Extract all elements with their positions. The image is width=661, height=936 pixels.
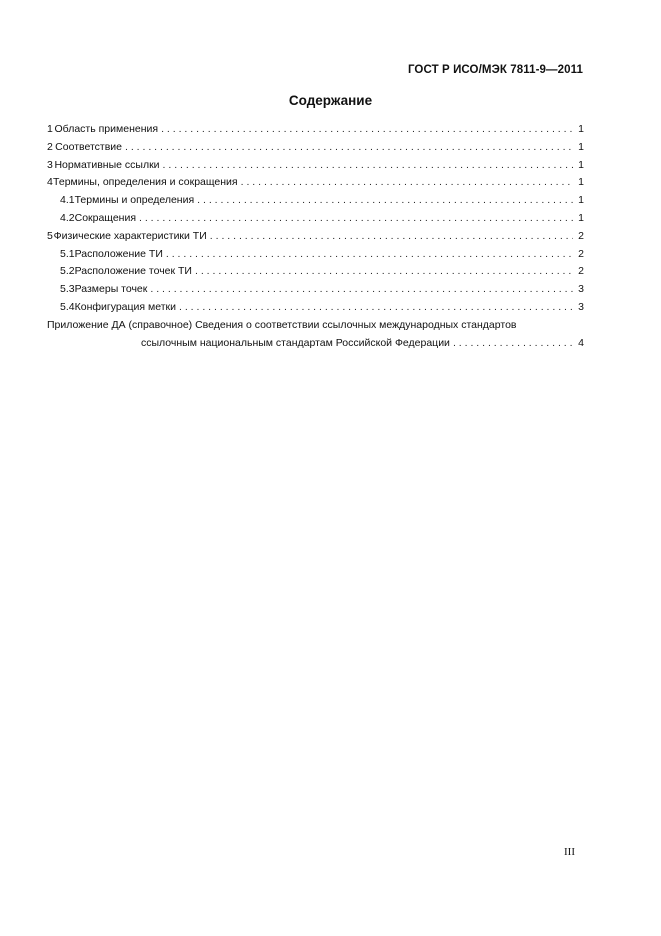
toc-entry-3[interactable] (47, 157, 584, 175)
appendix-title-line2-row (47, 335, 584, 353)
toc-entry-title: Физические характеристики ТИ (53, 229, 207, 242)
toc-entry-page: 1 (578, 211, 584, 224)
toc-dot-leader (125, 139, 573, 157)
toc-entry-4-2[interactable] (47, 210, 584, 228)
toc-entry-number: 5.3 (60, 283, 75, 296)
toc-entry-title: Термины и определения (74, 194, 195, 207)
toc-title: Содержание (288, 93, 373, 108)
page-number: III (564, 846, 575, 858)
toc-entry-title: Область применения (54, 123, 159, 135)
toc-entry-title: Размеры точек (74, 283, 148, 296)
toc-dot-leader (197, 192, 573, 210)
toc-entry-number: 5.2 (60, 265, 75, 278)
toc-entry-5-3[interactable] (47, 281, 584, 299)
toc-entry-page: 2 (578, 265, 584, 278)
toc-dot-leader (453, 335, 573, 353)
toc-entry-page: 4 (578, 336, 584, 349)
table-of-contents (47, 121, 584, 352)
toc-entry-page: 2 (578, 229, 584, 242)
toc-entry-title: Конфигурация метки (74, 300, 176, 313)
toc-entry-5-1[interactable] (47, 246, 584, 264)
toc-entry-title: Термины, определения и сокращения (53, 176, 238, 189)
appendix-title-line2: ссылочным национальным стандартам Российской Федерации (141, 336, 450, 349)
toc-entry-page: 3 (578, 300, 584, 313)
toc-entry-title: Нормативные ссылки (54, 158, 160, 171)
toc-entry-number: 5.1 (60, 247, 75, 260)
toc-dot-leader (163, 157, 573, 175)
toc-entry-page: 1 (578, 123, 584, 135)
appendix-title-line1: Приложение ДА (справочное) Сведения о соответствии ссылочных международных стандартов (47, 318, 517, 331)
toc-entry-5-2[interactable] (47, 263, 584, 281)
toc-entry-page: 1 (578, 158, 584, 171)
toc-entry-number: 5 (47, 229, 53, 242)
toc-entry-number: 3 (47, 158, 53, 171)
toc-entry-number: 1 (47, 123, 53, 135)
toc-dot-leader (195, 263, 573, 281)
toc-dot-leader (179, 299, 573, 317)
toc-entry-5-4[interactable] (47, 299, 584, 317)
toc-dot-leader (150, 281, 573, 299)
toc-entry-2[interactable] (47, 139, 584, 157)
toc-entry-number: 4.2 (60, 211, 75, 224)
toc-entry-title: Соответствие (55, 140, 122, 153)
toc-entry-number: 2 (47, 140, 53, 153)
toc-dot-leader (210, 228, 573, 246)
toc-entry-1[interactable] (47, 121, 584, 139)
toc-entry-title: Расположение ТИ (74, 247, 163, 260)
toc-entry-page: 3 (578, 283, 584, 296)
toc-entry-number: 4.1 (60, 194, 75, 207)
toc-entry-title: Расположение точек ТИ (74, 265, 192, 278)
toc-entry-page: 1 (578, 140, 584, 153)
toc-entry-page: 2 (578, 247, 584, 260)
toc-entry-5[interactable] (47, 228, 584, 246)
toc-entry-page: 1 (578, 194, 584, 207)
toc-dot-leader (161, 121, 573, 139)
toc-dot-leader (139, 210, 573, 228)
toc-entry-title: Сокращения (74, 211, 137, 224)
toc-dot-leader (241, 174, 573, 192)
toc-entry-4[interactable] (47, 174, 584, 192)
toc-dot-leader (166, 246, 573, 264)
toc-entry-appendix[interactable] (47, 317, 584, 353)
toc-entry-4-1[interactable] (47, 192, 584, 210)
toc-entry-number: 5.4 (60, 300, 75, 313)
document-code: ГОСТ Р ИСО/МЭК 7811-9—2011 (407, 64, 583, 76)
toc-entry-number: 4 (47, 176, 53, 189)
toc-entry-page: 1 (578, 176, 584, 189)
